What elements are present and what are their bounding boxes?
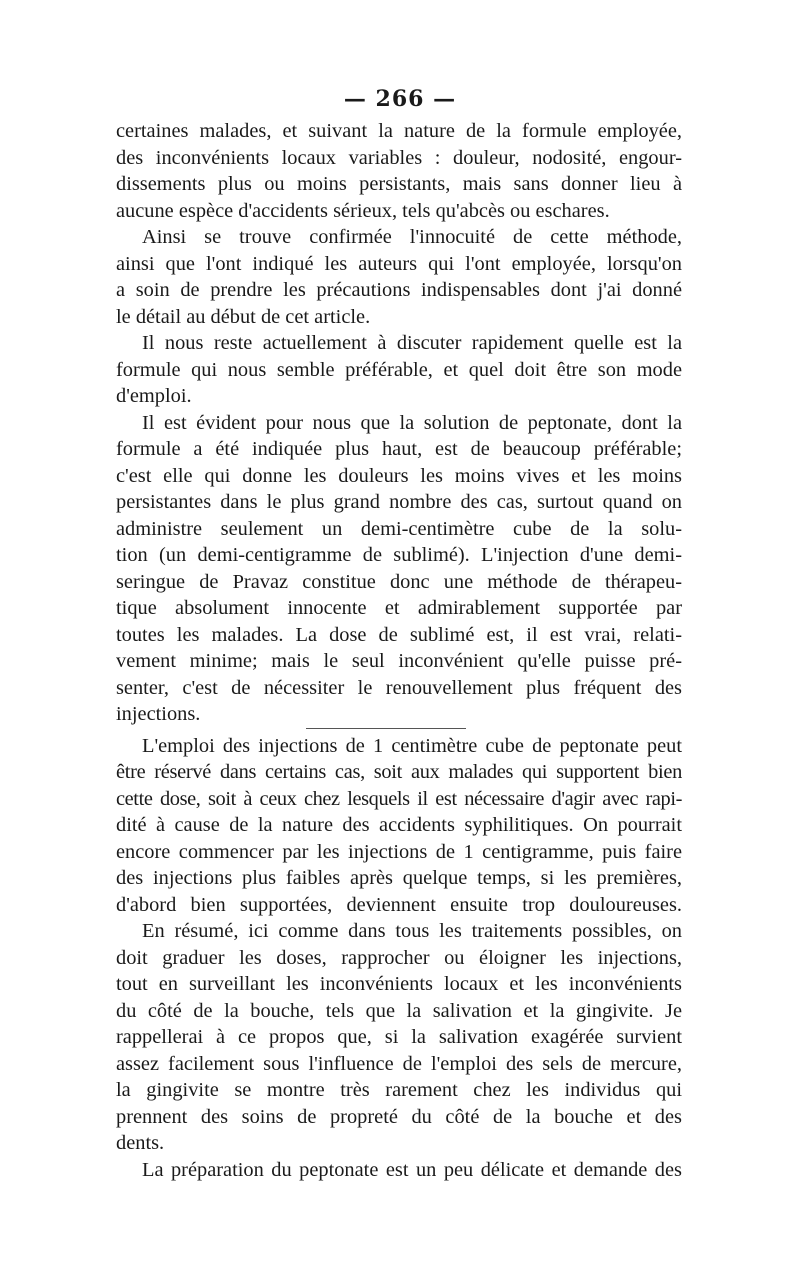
text-line: d'emploi. (116, 385, 192, 407)
text-line: formule qui nous semble préférable, et quel doit être son mode (116, 358, 682, 381)
text-line: persistantes dans le plus grand nombre des cas, surtout quand on (116, 491, 682, 513)
text-line: assez facilement sous l'influence de l'emploi des sels de mercure, (116, 1052, 682, 1075)
paragraph-start: La préparation du peptonate est un peu délicate et demande des (142, 1158, 682, 1181)
text-line: dité à cause de la nature des accidents syphilitiques. On pourrait (116, 814, 682, 836)
text-line: aucune espèce d'accidents sérieux, tels qu'abcès ou eschares. (116, 199, 610, 222)
text-line: tion (un demi-centigramme de sublimé). L'injection d'une demi- (116, 544, 682, 566)
text-line: dents. (116, 1132, 165, 1154)
text-line: cette dose, soit à ceux chez lesquels il est nécessaire d'agir avec rapi- (116, 787, 682, 810)
paragraph-start: L'emploi des injections de 1 centimètre cube de peptonate peut (142, 734, 682, 757)
text-line: rappellerai à ce propos que, si la salivation exagérée survient (116, 1026, 682, 1048)
text-line: être réservé dans certains cas, soit aux malades qui supportent bien (116, 761, 682, 783)
text-line: des injections plus faibles après quelque temps, si les premières, (116, 867, 682, 889)
text-line: la gingivite se montre très rarement chez les individus qui (116, 1079, 682, 1101)
text-line: administre seulement un demi-centimètre cube de la solu- (116, 517, 682, 540)
text-line: tique absolument innocente et admirablement supportée par (116, 597, 682, 619)
text-line: c'est elle qui donne les douleurs les moins vives et les moins (116, 464, 682, 487)
text-line: ainsi que l'ont indiqué les auteurs qui l'ont employée, lorsqu'on (116, 252, 682, 275)
text-line: prennent des soins de propreté du côté de la bouche et des (116, 1105, 682, 1128)
text-line: d'abord bien supportées, deviennent ensuite trop douloureuses. (116, 893, 682, 916)
text-line: formule a été indiquée plus haut, est de beaucoup préférable; (116, 438, 682, 460)
text-line: toutes les malades. La dose de sublimé est, il est vrai, relati- (116, 623, 682, 646)
paragraph-start: Il est évident pour nous que la solution de peptonate, dont la (142, 411, 682, 434)
paragraph-start: En résumé, ici comme dans tous les traitements possibles, on (142, 920, 682, 942)
text-line: senter, c'est de nécessiter le renouvellement plus fréquent des (116, 676, 682, 699)
text-line: le détail au début de cet article. (116, 305, 371, 328)
text-line: certaines malades, et suivant la nature de la formule employée, (116, 120, 682, 142)
page-number: — 266 — (343, 86, 457, 112)
body-text (116, 118, 682, 1183)
text-line: des inconvénients locaux variables : douleur, nodosité, engour- (116, 146, 682, 169)
text-line: seringue de Pravaz constitue donc une méthode de thérapeu- (116, 570, 682, 593)
text-line: doit graduer les doses, rapprocher ou éloigner les injections, (116, 946, 682, 969)
paragraph-start: Ainsi se trouve confirmée l'innocuité de cette méthode, (142, 226, 682, 248)
text-line: du côté de la bouche, tels que la salivation et la gingivite. Je (116, 999, 682, 1022)
text-line: encore commencer par les injections de 1 centigramme, puis faire (116, 840, 682, 863)
text-line: tout en surveillant les inconvénients locaux et les inconvénients (116, 973, 682, 995)
text-line: dissements plus ou moins persistants, mais sans donner lieu à (116, 173, 682, 195)
text-line: vement minime; mais le seul inconvénient qu'elle puisse pré- (116, 650, 682, 672)
text-line: injections. (116, 703, 201, 725)
paragraph-start: Il nous reste actuellement à discuter rapidement quelle est la (142, 332, 682, 354)
text-line: a soin de prendre les précautions indispensables dont j'ai donné (116, 279, 682, 301)
